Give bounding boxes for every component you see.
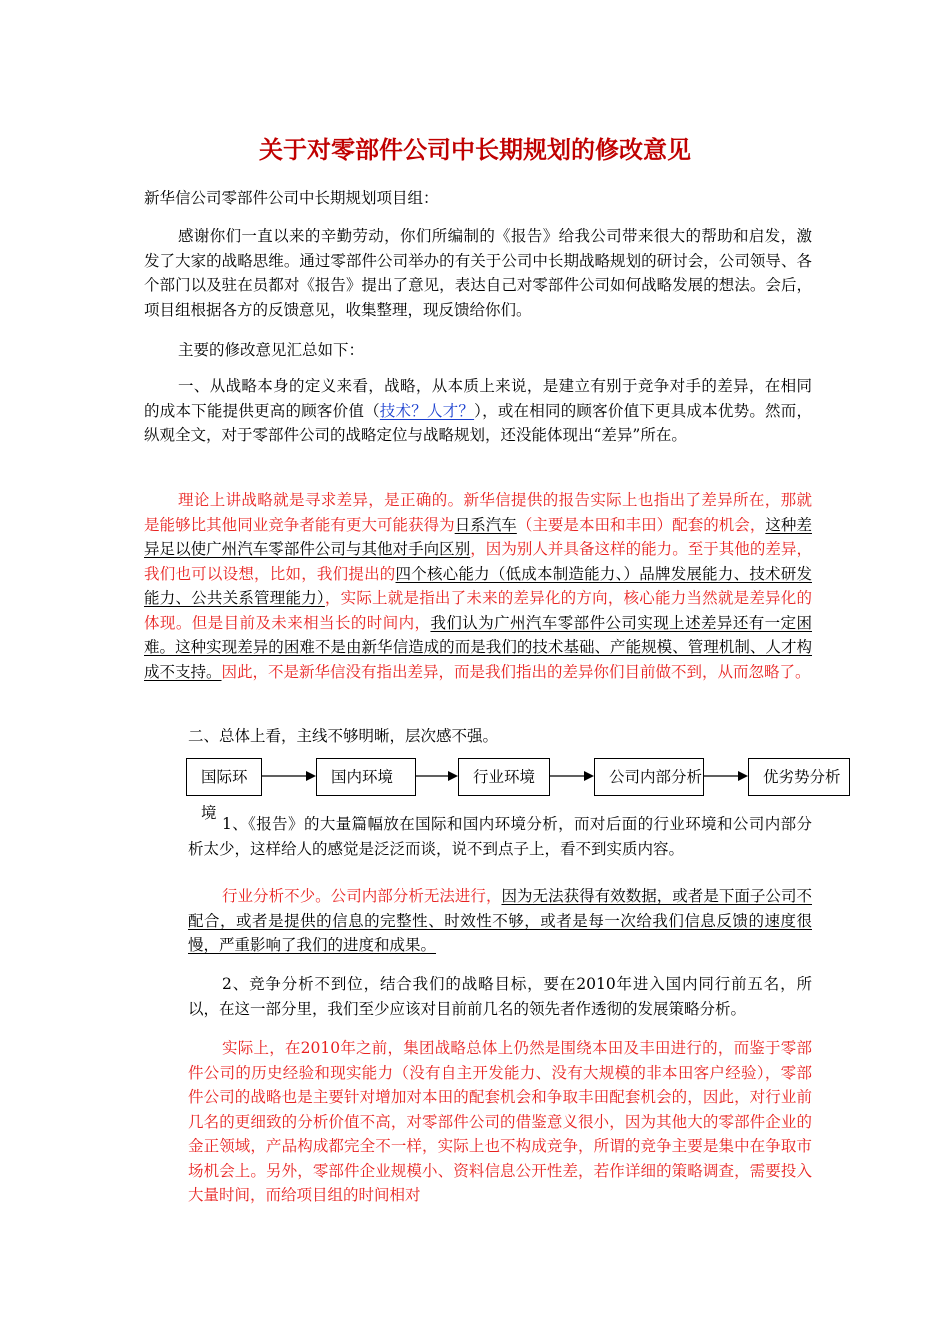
- analysis-flow-diagram: [186, 758, 850, 822]
- document-title: 关于对零部件公司中长期规划的修改意见: [259, 135, 691, 164]
- response-1-underline-2: 这种差异足以使广州汽车零部件公司与其他对手向区别: [144, 515, 812, 558]
- response-1-text-d: ，实际上就是指出了未来的差异化的方向，核心能力当然就是差异化的体现。但是目前及未来相当长的时间内，: [144, 589, 812, 632]
- section-2-point-2: 2、竞争分析不到位，结合我们的战略目标，要在2010年进入国内同行前五名，所以，在这一部分里，我们至少应该对目前前几名的领先者作透彻的发展策略分析。: [188, 975, 812, 1018]
- response-1-underline-3: 四个核心能力（低成本制造能力、）品牌发展能力、技术研发能力、公共关系管理能力）: [144, 564, 812, 607]
- summary-heading: 主要的修改意见汇总如下：: [178, 341, 365, 359]
- response-1-text-a: 理论上讲战略就是寻求差异，是正确的。新华信提供的报告实际上也指出了差异所在，那就是能够比其他同业竞争者能有更大可能获得为: [144, 491, 812, 534]
- section-2-heading: 二、总体上看，主线不够明晰，层次感不强。: [188, 727, 499, 745]
- response-1-paragraph: [144, 488, 812, 684]
- flow-box-domestic: 国内环境: [316, 758, 416, 796]
- flow-box-internal: 公司内部分析: [594, 758, 704, 796]
- flow-arrow-icon: [704, 766, 748, 786]
- section-1-text-a: 一、从战略本身的定义来看，战略，从本质上来说，是建立有别于竞争对手的差异，在相同的成本下能提供更高的顾客价值（: [144, 377, 812, 420]
- response-1-text-c: ，因为别人并具备这样的能力。至于其他的差异，我们也可以设想，比如，我们提出的: [144, 540, 812, 583]
- flow-box-swot: 优劣势分析: [748, 758, 850, 796]
- section-2-point-1: 1、《报告》的大量篇幅放在国际和国内环境分析，而对后面的行业环境和公司内部分析太少，这样给人的感觉是泛泛而谈，说不到点子上，看不到实质内容。: [188, 815, 812, 858]
- flow-box-international: 国际环境: [186, 758, 262, 796]
- flow-arrow-icon: [550, 766, 594, 786]
- response-2-text-a: 行业分析不少。公司内部分析无法进行，: [222, 887, 502, 905]
- section-1-paragraph: [144, 374, 812, 448]
- response-1-text-e: 因此，不是新华信没有指出差异，而是我们指出的差异你们目前做不到，从而忽略了。: [221, 662, 811, 681]
- response-2-underline: 因为无法获得有效数据，或者是下面子公司不配合，或者是提供的信息的完整性、时效性不够，或者是每一次给我们信息反馈的速度很慢，严重影响了我们的进度和成果。: [188, 887, 812, 954]
- flow-box-industry: 行业环境: [458, 758, 550, 796]
- response-1-text-b: （主要是本田和丰田）配套的机会，: [516, 515, 766, 534]
- flow-arrow-icon: [416, 766, 458, 786]
- flow-arrow-icon: [262, 766, 316, 786]
- response-3-paragraph: 实际上，在2010年之前，集团战略总体上仍然是围绕本田及丰田进行的，而鉴于零部件公司的历史经验和现实能力（没有自主开发能力、没有大规模的非本田客户经验），零部件公司的战略也是主要针对增加对本田的配套机会和争取丰田配套机会的，因此，对行业前几名的更细致的分析价值不高，对零部件公司的借鉴意义很小，因为其他大的零部件企业的金正领域，产品构成都完全不一样，实际上也不构成竞争，所谓的竞争主要是集中在争取市场机会上。另外，零部件企业规模小、资料信息公开性差，若作详细的策略调查，需要投入大量时间，而给项目组的时间相对: [188, 1039, 812, 1204]
- salutation: 新华信公司零部件公司中长期规划项目组：: [144, 189, 439, 207]
- intro-paragraph: 感谢你们一直以来的辛勤劳动，你们所编制的《报告》给我公司带来很大的帮助和启发，激发了大家的战略思维。通过零部件公司举办的有关于公司中长期战略规划的研讨会，公司领导、各个部门以及驻在员都对《报告》提出了意见，表达自己对零部件公司如何战略发展的想法。会后，项目组根据各方的反馈意见，收集整理，现反馈给你们。: [144, 227, 812, 319]
- section-1-text-b: ），或在相同的顾客价值下更具成本优势。然而，纵观全文，对于零部件公司的战略定位与战略规划，还没能体现出“差异”所在。: [144, 401, 812, 444]
- section-1-link[interactable]: 技术？人才？: [379, 401, 475, 420]
- response-1-underline-4: 我们认为广州汽车零部件公司实现上述差异还有一定困难。这种实现差异的困难不是由新华信造成的而是我们的技术基础、产能规模、管理机制、人才构成不支持。: [144, 613, 812, 681]
- response-2-paragraph: [188, 884, 812, 958]
- response-1-underline-1: 日系汽车: [454, 515, 517, 534]
